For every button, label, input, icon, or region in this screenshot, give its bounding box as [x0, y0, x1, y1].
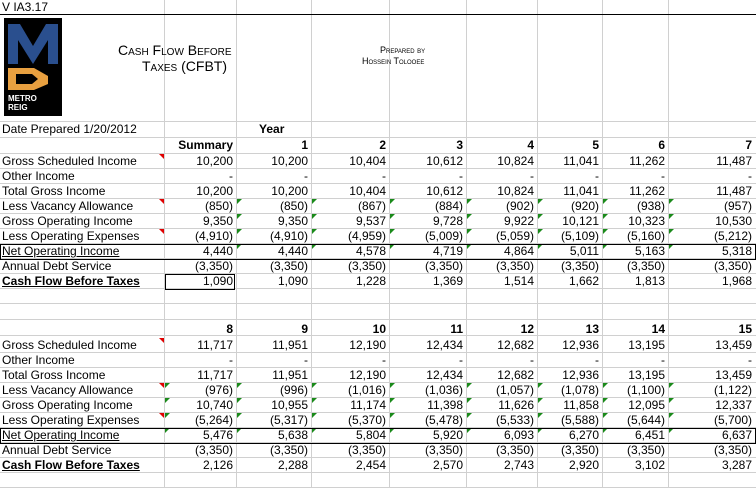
row-label-gross-operating-income: Gross Operating Income [2, 214, 133, 228]
formula-warning-icon[interactable] [467, 214, 472, 219]
table-cell[interactable]: (850) [279, 199, 308, 213]
table-cell[interactable]: (1,016) [347, 383, 386, 397]
formula-warning-icon[interactable] [312, 229, 317, 234]
table-cell[interactable]: (5,700) [713, 413, 752, 427]
table-cell[interactable]: (5,160) [626, 229, 665, 243]
table-cell[interactable]: (4,959) [347, 229, 386, 243]
column-header: 7 [745, 138, 752, 152]
table-cell[interactable]: 4,864 [503, 244, 534, 258]
table-cell[interactable]: 11,951 [272, 368, 308, 382]
table-cell[interactable]: (1,078) [560, 383, 599, 397]
date-prepared: Date Prepared 1/20/2012 [2, 122, 137, 136]
table-cell[interactable]: - [382, 169, 386, 183]
table-cell[interactable]: 2,454 [355, 458, 386, 472]
row-label-gross-scheduled-income: Gross Scheduled Income [2, 338, 137, 352]
comment-indicator-icon[interactable] [159, 413, 164, 418]
table-cell[interactable]: (5,009) [424, 229, 463, 243]
table-cell[interactable]: 10,612 [426, 154, 463, 168]
formula-warning-icon[interactable] [312, 398, 317, 403]
table-cell[interactable]: 12,434 [426, 368, 463, 382]
table-cell[interactable]: (867) [357, 199, 386, 213]
table-cell[interactable]: 10,404 [349, 184, 386, 198]
table-cell[interactable]: (1,100) [626, 383, 665, 397]
formula-warning-icon[interactable] [165, 413, 170, 418]
table-cell[interactable]: (3,350) [194, 443, 233, 457]
formula-warning-icon[interactable] [538, 214, 543, 219]
table-cell[interactable]: 11,626 [498, 398, 534, 412]
formula-warning-icon[interactable] [538, 383, 543, 388]
table-cell[interactable]: 11,262 [629, 154, 665, 168]
table-cell[interactable]: 5,163 [634, 244, 665, 258]
comment-indicator-icon[interactable] [159, 154, 164, 159]
table-cell[interactable]: 11,717 [197, 338, 233, 352]
table-cell[interactable]: (5,212) [713, 229, 752, 243]
table-cell[interactable]: 10,740 [196, 398, 233, 412]
table-cell[interactable]: 12,936 [562, 338, 599, 352]
comment-indicator-icon[interactable] [159, 383, 164, 388]
report-title-line1: Cash Flow Before [118, 42, 232, 58]
table-cell[interactable]: (5,059) [495, 229, 534, 243]
table-cell[interactable]: 10,530 [715, 214, 752, 228]
table-cell[interactable]: 11,717 [197, 368, 233, 382]
table-cell[interactable]: (884) [434, 199, 463, 213]
column-header: 12 [520, 322, 534, 336]
column-header: 4 [527, 138, 534, 152]
column-header: 9 [301, 322, 308, 336]
table-cell[interactable]: (3,350) [269, 443, 308, 457]
column-header: 6 [658, 138, 665, 152]
table-cell[interactable]: - [229, 169, 233, 183]
comment-indicator-icon[interactable] [159, 229, 164, 234]
table-cell[interactable]: 1,228 [355, 274, 386, 288]
table-cell[interactable]: - [459, 169, 463, 183]
column-header: 13 [585, 322, 599, 336]
formula-warning-icon[interactable] [312, 413, 317, 418]
table-cell[interactable]: (3,350) [495, 259, 534, 273]
table-cell[interactable]: 9,350 [277, 214, 308, 228]
table-cell[interactable]: (3,350) [269, 259, 308, 273]
table-cell[interactable]: 2,920 [568, 458, 599, 472]
table-cell[interactable]: 3,287 [721, 458, 752, 472]
table-cell[interactable]: 6,093 [503, 428, 534, 442]
row-label-gross-operating-income: Gross Operating Income [2, 398, 133, 412]
table-cell[interactable]: (1,057) [495, 383, 534, 397]
table-cell[interactable]: 10,200 [271, 184, 308, 198]
table-cell[interactable]: 12,682 [497, 338, 534, 352]
table-cell[interactable]: (3,350) [424, 443, 463, 457]
table-cell[interactable]: 13,195 [628, 338, 665, 352]
formula-warning-icon[interactable] [390, 214, 395, 219]
formula-warning-icon[interactable] [165, 398, 170, 403]
row-label-less-operating-expenses: Less Operating Expenses [2, 413, 140, 427]
table-cell[interactable]: (5,317) [269, 413, 308, 427]
table-cell[interactable]: 1,090 [202, 274, 233, 288]
table-cell[interactable]: 10,612 [426, 184, 463, 198]
table-cell[interactable]: 1,813 [634, 274, 665, 288]
table-cell[interactable]: - [382, 353, 386, 367]
table-cell[interactable]: 11,041 [563, 184, 599, 198]
formula-warning-icon[interactable] [669, 199, 674, 204]
comment-indicator-icon[interactable] [159, 199, 164, 204]
table-cell[interactable]: 5,011 [569, 244, 599, 258]
table-cell[interactable]: - [661, 169, 665, 183]
table-cell[interactable]: - [304, 353, 308, 367]
table-cell[interactable]: 1,090 [277, 274, 308, 288]
formula-warning-icon[interactable] [390, 383, 395, 388]
table-cell[interactable]: (5,264) [194, 413, 233, 427]
row-label-other-income: Other Income [2, 353, 75, 367]
table-cell[interactable]: 12,682 [497, 368, 534, 382]
row-label-cash-flow-before-taxes: Cash Flow Before Taxes [2, 458, 140, 472]
column-header: 3 [456, 138, 463, 152]
table-cell[interactable]: (3,350) [713, 259, 752, 273]
table-cell[interactable]: (850) [204, 199, 233, 213]
year-label: Year [259, 122, 285, 136]
table-cell[interactable]: (3,350) [626, 443, 665, 457]
table-cell[interactable]: 5,804 [355, 428, 386, 442]
summary-cfbt-border [165, 274, 235, 290]
table-cell[interactable]: 10,200 [196, 154, 233, 168]
table-cell[interactable]: 11,262 [629, 184, 665, 198]
table-cell[interactable]: (3,350) [424, 259, 463, 273]
comment-indicator-icon[interactable] [159, 338, 164, 343]
table-cell[interactable]: 1,369 [432, 274, 463, 288]
table-cell[interactable]: (1,036) [424, 383, 463, 397]
row-label-other-income: Other Income [2, 169, 75, 183]
row-label-less-vacancy-allowance: Less Vacancy Allowance [2, 383, 134, 397]
table-cell[interactable]: 11,487 [716, 154, 752, 168]
table-cell[interactable]: - [595, 169, 599, 183]
table-cell[interactable]: (3,350) [560, 259, 599, 273]
table-cell[interactable]: 1,662 [568, 274, 599, 288]
table-cell[interactable]: - [661, 353, 665, 367]
table-cell[interactable]: 10,121 [562, 214, 599, 228]
table-cell[interactable]: (5,588) [560, 413, 599, 427]
table-cell[interactable]: 13,195 [628, 368, 665, 382]
table-cell[interactable]: (3,350) [347, 259, 386, 273]
table-cell[interactable]: 10,323 [628, 214, 665, 228]
column-header: 5 [592, 138, 599, 152]
table-cell[interactable]: 11,487 [716, 184, 752, 198]
preparer-name: Hossein Tolooee [362, 56, 425, 66]
table-cell[interactable]: (3,350) [713, 443, 752, 457]
formula-warning-icon[interactable] [603, 398, 608, 403]
formula-warning-icon[interactable] [538, 413, 543, 418]
table-cell[interactable]: 1,968 [721, 274, 752, 288]
table-cell[interactable]: 6,270 [568, 428, 599, 442]
table-cell[interactable]: 11,174 [350, 398, 386, 412]
formula-warning-icon[interactable] [467, 413, 472, 418]
prepared-by-label: Prepared by [380, 45, 426, 55]
formula-warning-icon[interactable] [390, 398, 395, 403]
column-header: 2 [379, 138, 386, 152]
formula-warning-icon[interactable] [603, 383, 608, 388]
table-cell[interactable]: 10,824 [497, 154, 534, 168]
table-cell[interactable]: - [748, 353, 752, 367]
formula-warning-icon[interactable] [237, 383, 242, 388]
table-cell[interactable]: (976) [204, 383, 233, 397]
table-cell[interactable]: 4,440 [277, 244, 308, 258]
header-divider [0, 14, 756, 15]
column-header: 11 [450, 322, 463, 336]
logo-text-line2: REIG [8, 103, 28, 112]
table-cell[interactable]: - [459, 353, 463, 367]
table-cell[interactable]: 6,451 [634, 428, 665, 442]
column-header: 1 [301, 138, 308, 152]
table-cell[interactable]: (5,109) [560, 229, 599, 243]
table-cell[interactable]: 9,922 [503, 214, 534, 228]
formula-warning-icon[interactable] [165, 383, 170, 388]
formula-warning-icon[interactable] [669, 398, 674, 403]
formula-warning-icon[interactable] [390, 229, 395, 234]
table-cell[interactable]: (4,910) [194, 229, 233, 243]
table-cell[interactable]: 10,404 [349, 154, 386, 168]
table-cell[interactable]: - [229, 353, 233, 367]
column-header: 14 [651, 322, 665, 336]
table-cell[interactable]: (3,350) [194, 259, 233, 273]
table-cell[interactable]: 13,459 [715, 368, 752, 382]
metro-reig-logo [4, 18, 62, 116]
formula-warning-icon[interactable] [237, 398, 242, 403]
row-label-less-vacancy-allowance: Less Vacancy Allowance [2, 199, 134, 213]
table-cell[interactable]: (902) [505, 199, 534, 213]
table-cell[interactable]: 5,920 [432, 428, 463, 442]
formula-warning-icon[interactable] [669, 383, 674, 388]
table-cell[interactable]: 4,719 [432, 244, 463, 258]
formula-warning-icon[interactable] [603, 199, 608, 204]
table-cell[interactable]: 5,476 [202, 428, 233, 442]
formula-warning-icon[interactable] [312, 214, 317, 219]
table-cell[interactable]: - [748, 169, 752, 183]
formula-warning-icon[interactable] [390, 413, 395, 418]
formula-warning-icon[interactable] [603, 413, 608, 418]
table-cell[interactable]: - [530, 169, 534, 183]
table-cell[interactable]: 12,936 [562, 368, 599, 382]
row-label-gross-scheduled-income: Gross Scheduled Income [2, 154, 137, 168]
table-cell[interactable]: 4,578 [355, 244, 386, 258]
row-label-less-operating-expenses: Less Operating Expenses [2, 229, 140, 243]
table-cell[interactable]: 10,955 [271, 398, 308, 412]
table-cell[interactable]: 2,288 [277, 458, 308, 472]
table-cell[interactable]: (938) [636, 199, 665, 213]
table-cell[interactable]: 11,398 [427, 398, 463, 412]
table-cell[interactable]: (5,533) [495, 413, 534, 427]
row-label-net-operating-income: Net Operating Income [2, 244, 120, 258]
table-cell[interactable]: 12,190 [349, 368, 386, 382]
formula-warning-icon[interactable] [467, 229, 472, 234]
table-cell[interactable]: 11,951 [272, 338, 308, 352]
formula-warning-icon[interactable] [467, 383, 472, 388]
table-cell[interactable]: 13,459 [715, 338, 752, 352]
formula-warning-icon[interactable] [390, 199, 395, 204]
table-cell[interactable]: 12,095 [628, 398, 665, 412]
table-cell[interactable]: (957) [723, 199, 752, 213]
table-cell[interactable]: 10,200 [196, 184, 233, 198]
table-cell[interactable]: 3,102 [634, 458, 665, 472]
formula-warning-icon[interactable] [669, 413, 674, 418]
table-cell[interactable]: 10,200 [271, 154, 308, 168]
table-cell[interactable]: 2,570 [432, 458, 463, 472]
formula-warning-icon[interactable] [538, 398, 543, 403]
table-cell[interactable]: 12,190 [349, 338, 386, 352]
formula-warning-icon[interactable] [538, 199, 543, 204]
column-header: 8 [226, 322, 233, 336]
table-cell[interactable]: (920) [570, 199, 599, 213]
table-cell[interactable]: 12,434 [426, 338, 463, 352]
noi-row-border [0, 244, 756, 260]
table-cell[interactable]: 11,041 [563, 154, 599, 168]
table-cell[interactable]: (4,910) [269, 229, 308, 243]
formula-warning-icon[interactable] [312, 383, 317, 388]
table-cell[interactable]: (5,478) [424, 413, 463, 427]
row-label-net-operating-income: Net Operating Income [2, 428, 120, 442]
table-cell[interactable]: 4,440 [202, 244, 233, 258]
formula-warning-icon[interactable] [237, 413, 242, 418]
table-cell[interactable]: 5,318 [721, 244, 752, 258]
formula-warning-icon[interactable] [603, 229, 608, 234]
formula-warning-icon[interactable] [467, 398, 472, 403]
table-cell[interactable]: 9,728 [432, 214, 463, 228]
table-cell[interactable]: - [304, 169, 308, 183]
formula-warning-icon[interactable] [669, 229, 674, 234]
table-cell[interactable]: 2,743 [503, 458, 534, 472]
table-cell[interactable]: 11,858 [563, 398, 599, 412]
row-label-total-gross-income: Total Gross Income [2, 368, 106, 382]
table-cell[interactable]: - [595, 353, 599, 367]
formula-warning-icon[interactable] [237, 199, 242, 204]
table-cell[interactable]: 9,350 [202, 214, 233, 228]
column-header: 15 [738, 322, 752, 336]
table-cell[interactable]: (5,370) [347, 413, 386, 427]
formula-warning-icon[interactable] [312, 199, 317, 204]
table-cell[interactable]: 6,637 [721, 428, 752, 442]
table-cell[interactable]: 5,638 [277, 428, 308, 442]
table-cell[interactable]: 2,126 [202, 458, 233, 472]
table-cell[interactable]: 10,824 [497, 184, 534, 198]
table-cell[interactable]: 1,514 [503, 274, 534, 288]
row-label-annual-debt-service: Annual Debt Service [2, 259, 112, 273]
formula-warning-icon[interactable] [603, 214, 608, 219]
row-label-cash-flow-before-taxes: Cash Flow Before Taxes [2, 274, 140, 288]
table-cell[interactable]: (3,350) [560, 443, 599, 457]
table-cell[interactable]: (5,644) [626, 413, 665, 427]
table-cell[interactable]: (3,350) [495, 443, 534, 457]
table-cell[interactable]: (3,350) [347, 443, 386, 457]
table-cell[interactable]: (996) [279, 383, 308, 397]
formula-warning-icon[interactable] [467, 199, 472, 204]
column-header: 10 [372, 322, 386, 336]
formula-warning-icon[interactable] [237, 229, 242, 234]
table-cell[interactable]: (1,122) [713, 383, 752, 397]
formula-warning-icon[interactable] [669, 214, 674, 219]
column-header: Summary [178, 138, 233, 152]
sheet-code: V IA3.17 [2, 0, 49, 14]
formula-warning-icon[interactable] [538, 229, 543, 234]
table-cell[interactable]: 12,337 [715, 398, 752, 412]
report-title-line2: Taxes (CFBT) [142, 58, 227, 74]
logo-text-line1: METRO [8, 94, 37, 103]
table-cell[interactable]: 9,537 [355, 214, 386, 228]
row-label-total-gross-income: Total Gross Income [2, 184, 106, 198]
formula-warning-icon[interactable] [237, 214, 242, 219]
noi-row-border [0, 428, 756, 444]
table-cell[interactable]: (3,350) [626, 259, 665, 273]
table-cell[interactable]: - [530, 353, 534, 367]
row-label-annual-debt-service: Annual Debt Service [2, 443, 112, 457]
